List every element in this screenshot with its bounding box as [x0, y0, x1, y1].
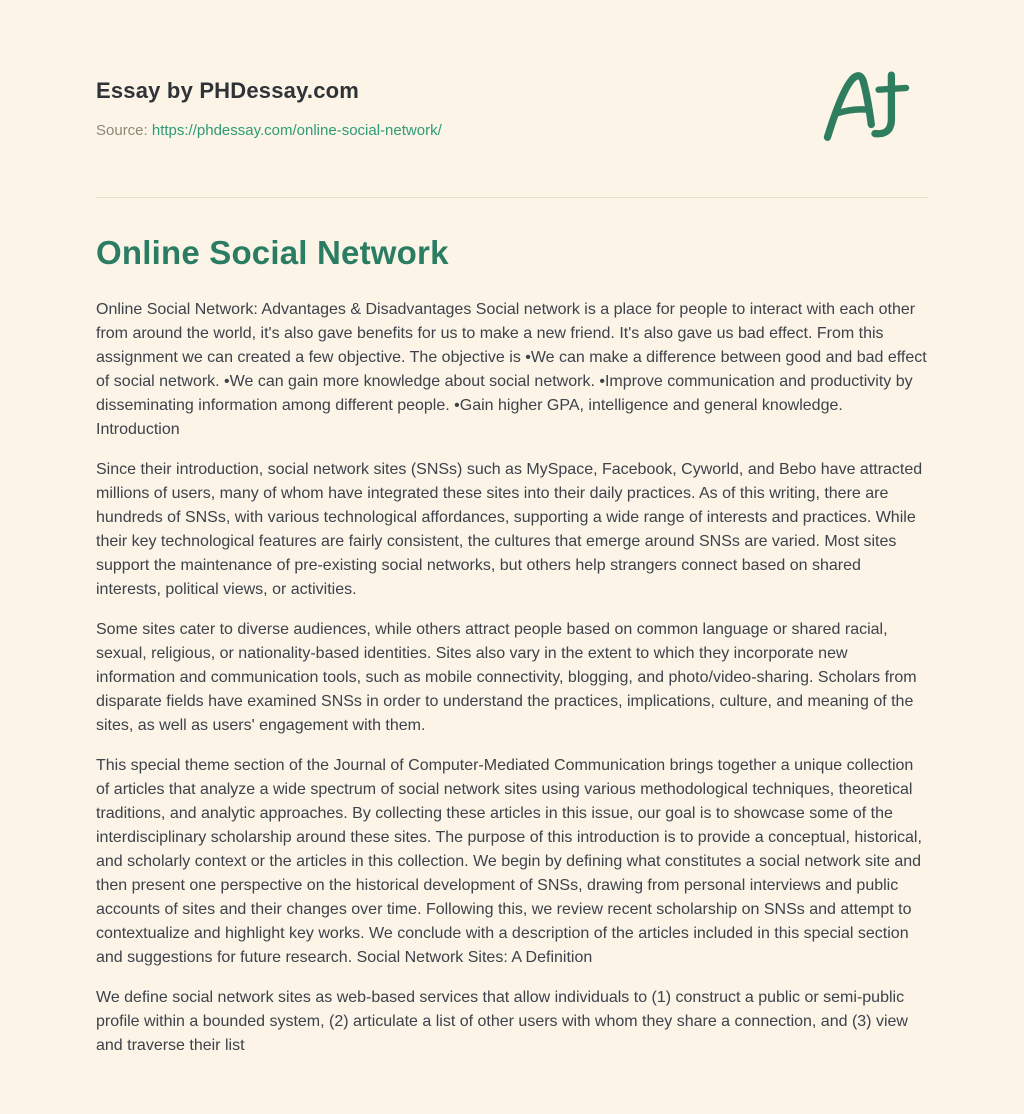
article-paragraph: This special theme section of the Journal of Computer-Mediated Communication brings together a unique collection of articles that analyze a wide spectrum of social network sites using various methodological techniques, theoretical traditions, and analytic approaches. By collecting these articles in this issue, our goal is to showcase some of the interdisciplinary scholarship around these sites. The purpose of this introduction is to provide a conceptual, historical, and scholarly context or the articles in this collection. We begin by defining what constitutes a social network site and then present one perspective on the historical development of SNSs, drawing from personal interviews and public accounts of sites and their changes over time. Following this, we review recent scholarship on SNSs and attempt to contextualize and highlight key works. We conclude with a description of the articles included in this special section and suggestions for future research. Social Network Sites: A Definition	[96, 757, 922, 966]
header-divider	[96, 197, 928, 198]
source-line	[96, 122, 442, 139]
article-paragraph: Online Social Network: Advantages & Disadvantages Social network is a place for people to interact with each other from around the world, it's also gave benefits for us to make a new friend. It's also gave us bad effect. From this assignment we can created a few objective. The objective is •We can make a difference between good and bad effect of social network. •We can gain more knowledge about social network. •Improve communication and productivity by disseminating information among different people. •Gain higher GPA, intelligence and general knowledge. Introduction	[96, 301, 927, 438]
header-text	[96, 74, 442, 139]
article-title: Online Social Network	[96, 234, 449, 271]
source-url-link[interactable]: https://phdessay.com/online-social-network/	[151, 122, 442, 139]
page-header	[96, 74, 928, 155]
article-paragraph: Since their introduction, social network sites (SNSs) such as MySpace, Facebook, Cyworld, and Bebo have attracted millions of users, many of whom have integrated these sites into their daily practices. As of this writing, there are hundreds of SNSs, with various technological affordances, supporting a wide range of interests and practices. While their key technological features are fairly consistent, the cultures that emerge around SNSs are varied. Most sites support the maintenance of pre-existing social networks, but others help strangers connect based on shared interests, political views, or activities.	[96, 461, 923, 598]
source-label: Source:	[96, 122, 148, 139]
phdessay-a-plus-logo-icon[interactable]	[818, 66, 910, 155]
article-paragraph: We define social network sites as web-based services that allow individuals to (1) construct a public or semi-public profile within a bounded system, (2) articulate a list of other users with whom they share a connection, and (3) view and traverse their list	[96, 989, 908, 1054]
article-paragraph: Some sites cater to diverse audiences, while others attract people based on common language or shared racial, sexual, religious, or nationality-based identities. Sites also vary in the extent to which they incorporate new information and communication tools, such as mobile connectivity, blogging, and photo/video-sharing. Scholars from disparate fields have examined SNSs in order to understand the practices, implications, culture, and meaning of the sites, as well as users' engagement with them.	[96, 621, 917, 734]
article-body	[96, 298, 928, 1058]
essay-by-title: Essay by PHDessay.com	[96, 78, 360, 103]
